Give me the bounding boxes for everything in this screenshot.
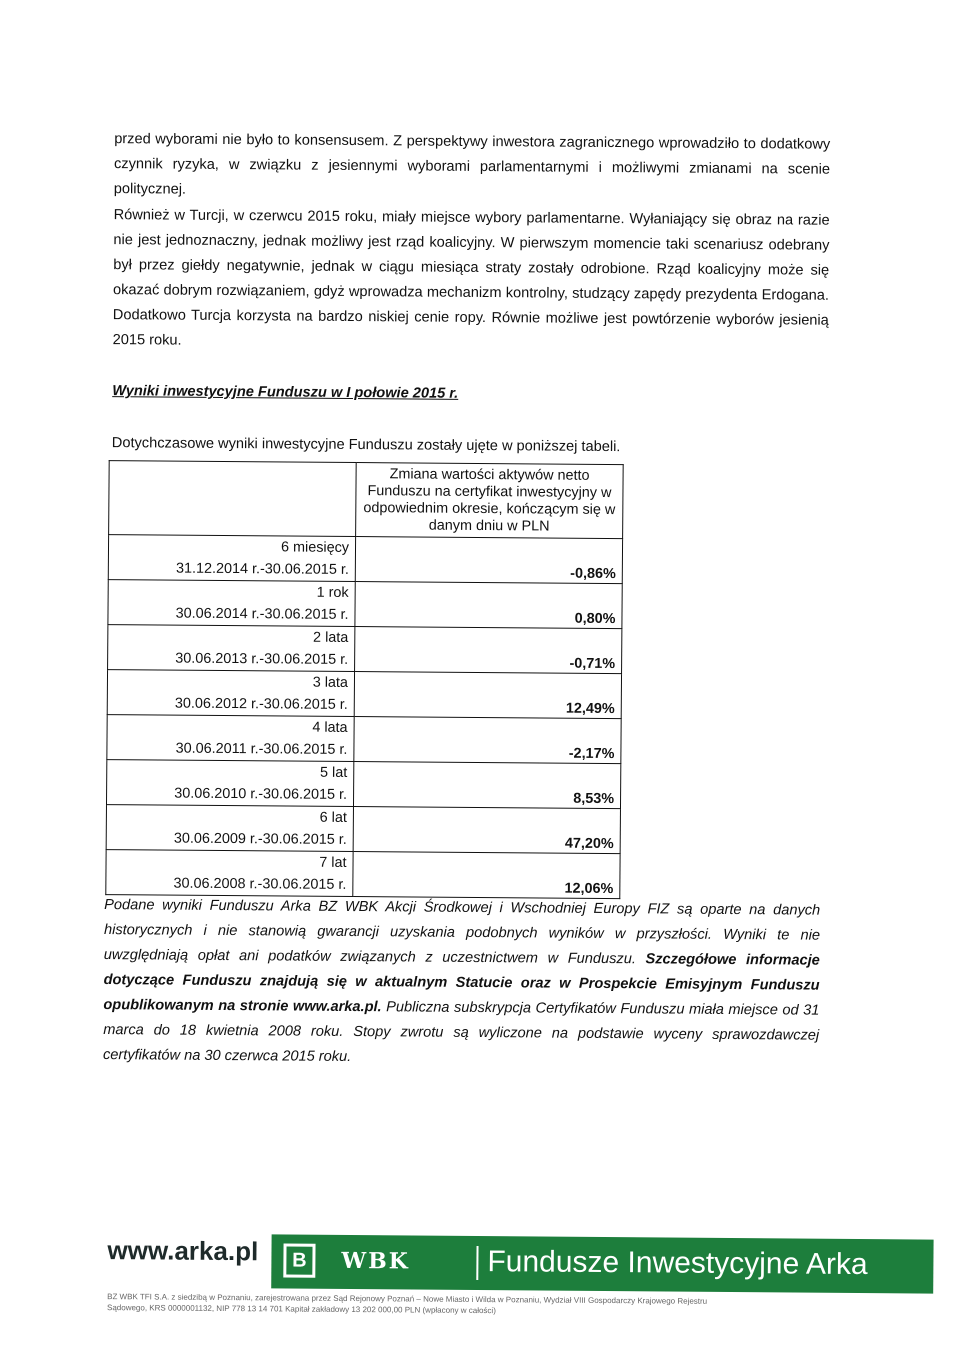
wbk-logo-icon: WBK (341, 1247, 410, 1275)
period-label: 2 lata (313, 629, 349, 646)
period-label: 5 lat (319, 764, 348, 781)
footer-legal-text: BZ WBK TFI S.A. z siedzibą w Poznaniu, zarejestrowana przez Sąd Rejonowy Poznań – Nowe Miasto i Wilda w Poznaniu, Wydział VIII Gospodarczy Krajowego Rejestru Sądowego, KRS 0000001132, NIP 778 13 14 701 Kapitał zakładowy 13 202 000,00 PLN (wpłacony w całości) (107, 1292, 708, 1316)
period-label: 1 rok (316, 584, 349, 601)
period-cell (108, 535, 355, 582)
table-row (106, 805, 620, 854)
period-cell (106, 805, 353, 852)
table-row (108, 535, 622, 584)
return-value: -2,17% (354, 717, 621, 764)
table-row (108, 625, 622, 674)
period-range: 30.06.2009 r.-30.06.2015 r. (173, 830, 347, 848)
header-value-cell: Zmiana wartości aktywów netto Funduszu na certyfikat inwestycyjny w odpowiednim okresie, kończącym się w danym dniu w PLN (356, 463, 624, 539)
period-cell (108, 580, 355, 627)
table-row (106, 760, 620, 809)
period-cell (107, 670, 354, 717)
return-value: -0,86% (355, 537, 622, 584)
period-cell (106, 850, 353, 897)
footer-brand-bar (271, 1234, 933, 1293)
return-value: -0,71% (355, 627, 622, 674)
period-range: 30.06.2013 r.-30.06.2015 r. (175, 650, 349, 668)
footer-website-link[interactable]: www.arka.pl (107, 1235, 259, 1267)
disclaimer-part1: Podane wyniki Funduszu Arka BZ WBK Akcji Środkowej i Wschodniej Europy FIZ są oparte na danych historycznych i nie stanowią gwarancji uzyskania podobnych wyników w przyszłości. Wyniki te nie uwzględniają opłat ani podatków związanych z uczestnictwem w Funduszu. (103, 897, 821, 968)
table-intro: Dotychczasowe wyniki inwestycyjne Funduszu zostały ujęte w poniższej tabeli. (111, 435, 621, 456)
section-heading: Wyniki inwestycyjne Funduszu w I połowie 2015 r. (112, 383, 459, 402)
table-header-row (109, 461, 624, 539)
disclaimer-bold: Szczegółowe informacje dotyczące Funduszu znajdują się w aktualnym Statucie oraz w Prospekcie Emisyjnym Funduszu opublikowanym na stronie www.arka.pl. (103, 951, 820, 1016)
period-cell (108, 625, 355, 672)
disclaimer-part2: Publiczna subskrypcja Certyfikatów Funduszu miała miejsce od 31 marca do 18 kwietnia 2008 roku. Stopy zwrotu są wyliczone na podstawie wyceny sprawozdawczej certyfikatów na 30 czerwca 2015 roku. (102, 999, 820, 1066)
bz-logo-icon: B (283, 1243, 315, 1277)
period-label: 4 lata (312, 719, 348, 736)
period-range: 30.06.2011 r.-30.06.2015 r. (175, 740, 348, 758)
period-label: 6 miesięcy (280, 539, 350, 556)
results-table (105, 460, 623, 899)
footer-brand-title: Fundusze Inwestycyjne Arka (487, 1245, 868, 1282)
paragraph-turkey: Również w Turcji, w czerwcu 2015 roku, miały miejsce wybory parlamentarne. Wyłaniający się obraz na razie nie jest jednoznaczny, jednak możliwy jest rząd koalicyjny. W pierwszym momencie taki scenariusz odebrany był przez giełdy negatywnie, jednak w ciągu miesiąca straty zostały odrobione. Rząd koalicyjny może się okazać dobrym rozwiązaniem, gdyż wprowadza mechanizm kontrolny, studzący zapędy prezydenta Erdogana. Dodatkowo Turcja korzysta na bardzo niskiej cenie ropy. Równie możliwe jest powtórzenie wyborów jesienią 2015 roku. (112, 207, 830, 349)
return-value: 47,20% (353, 807, 620, 854)
period-range: 30.06.2014 r.-30.06.2015 r. (175, 605, 349, 623)
header-empty-cell (109, 461, 357, 537)
paragraph-elections: przed wyborami nie było to konsensusem. Z perspektywy inwestora zagranicznego wprowadziło to dodatkowy czynnik ryzyka, w związku z jesiennymi wyborami parlamentarnymi i możliwymi zmianami na scenie politycznej. (113, 131, 831, 198)
table-row (106, 850, 620, 899)
table-row (108, 580, 622, 629)
period-label: 3 lata (312, 674, 349, 691)
table-row (107, 715, 621, 764)
period-range: 31.12.2014 r.-30.06.2015 r. (175, 560, 349, 578)
period-label: 6 lat (319, 809, 347, 826)
period-range: 30.06.2008 r.-30.06.2015 r. (173, 875, 347, 893)
return-value: 8,53% (353, 762, 620, 809)
return-value: 12,49% (354, 672, 621, 719)
period-cell (107, 715, 354, 762)
disclaimer-notes (103, 893, 820, 1074)
footer-divider (476, 1246, 478, 1280)
return-value: 12,06% (353, 852, 620, 899)
period-cell (106, 760, 353, 807)
period-range: 30.06.2012 r.-30.06.2015 r. (174, 695, 348, 713)
period-label: 7 lat (319, 854, 347, 871)
table-row (107, 670, 621, 719)
return-value: 0,80% (355, 582, 622, 629)
period-range: 30.06.2010 r.-30.06.2015 r. (174, 785, 348, 803)
